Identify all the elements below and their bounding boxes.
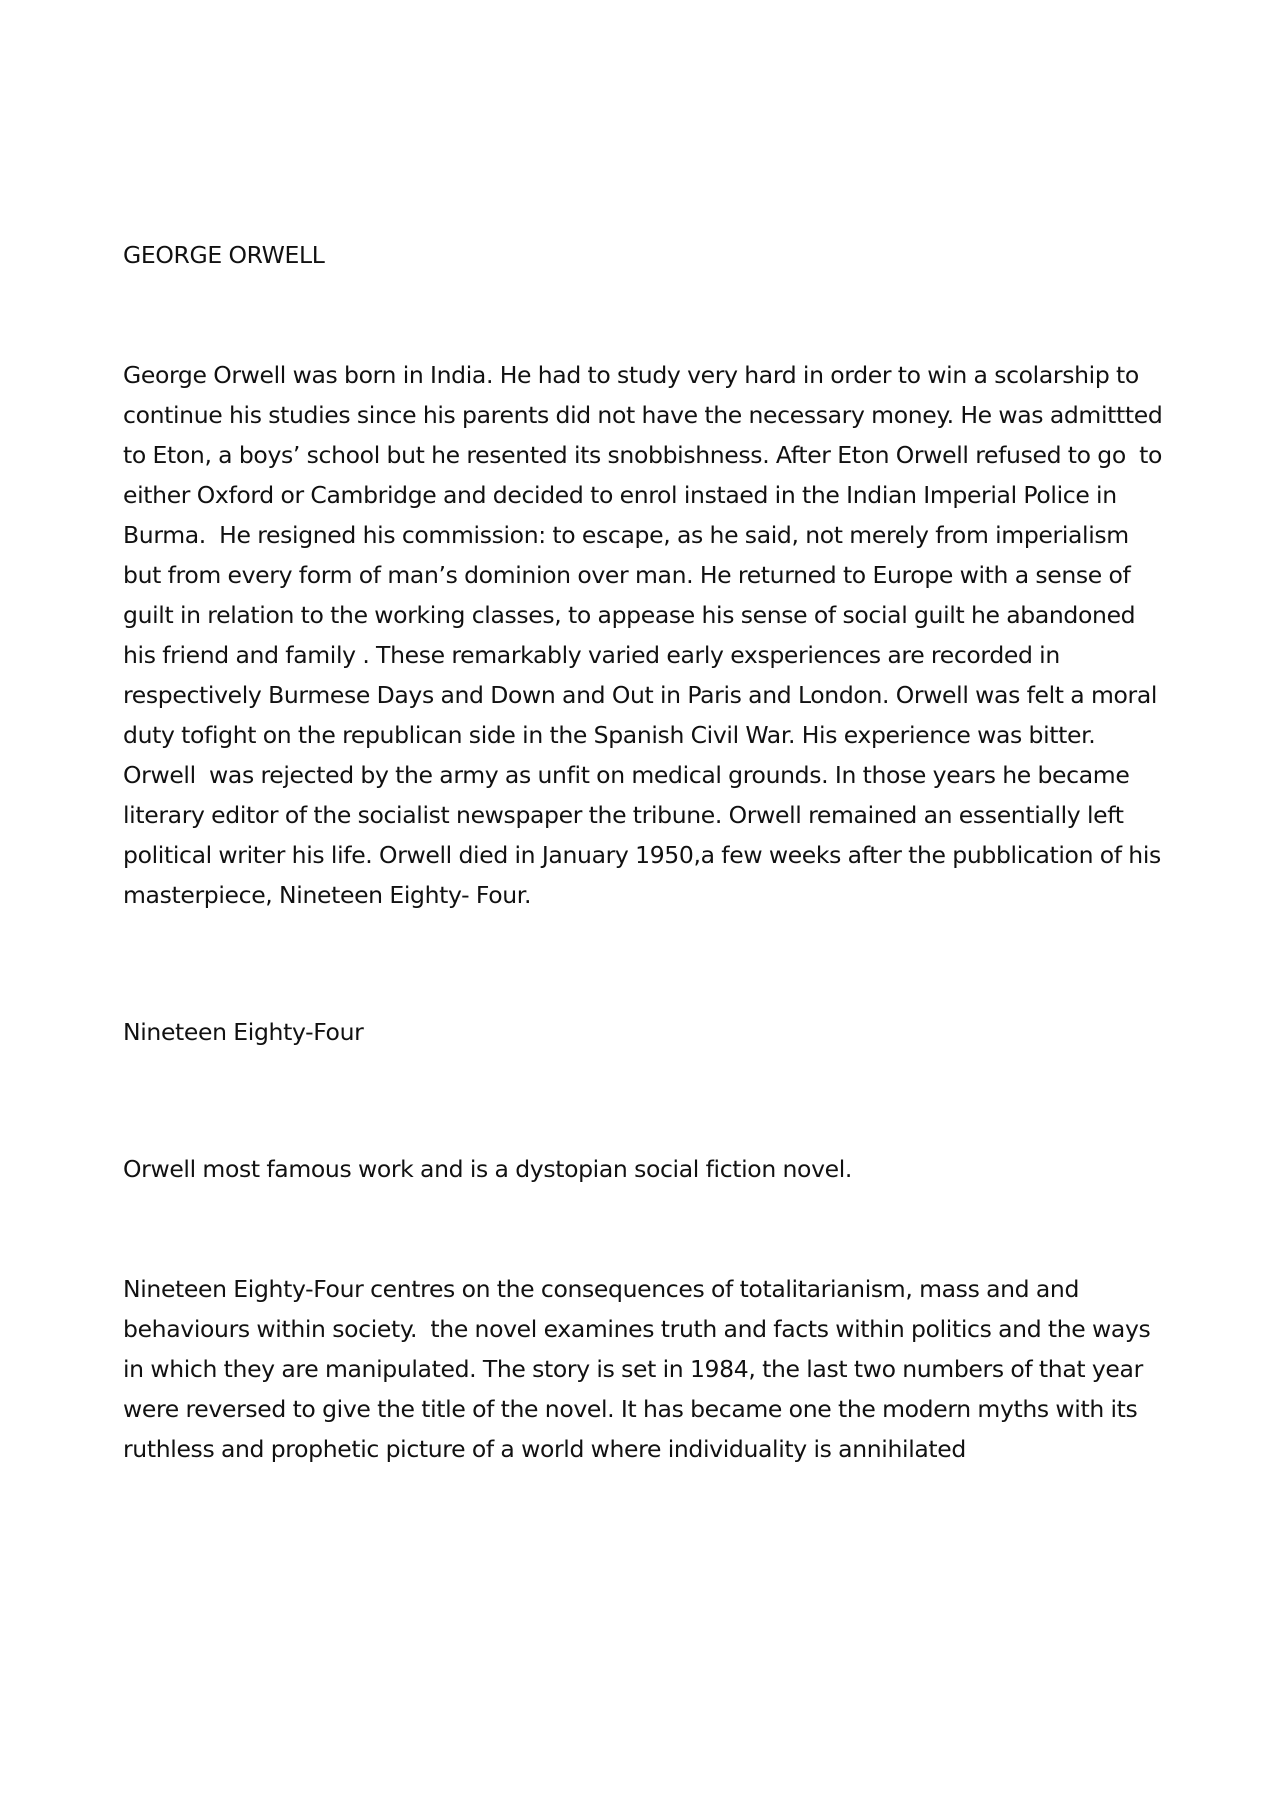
novel-paragraph: Nineteen Eighty-Four centres on the consequences of totalitarianism, mass and and behaviours within society. the novel examines truth and facts within politics and the ways in which they are manipulated. The story is set in 1984, the last two numbers of that year were reversed to give the title of the novel. It has became one the modern myths with its ruthless and prophetic picture of a world where individuality is annihilated [123,1275,1158,1463]
document-body [123,155,1173,1549]
biography-paragraph: George Orwell was born in India. He had to study very hard in order to win a scolarship to continue his studies since his parents did not have the necessary money. He was admittted to Eton, a boys’ school but he resented its snobbishness. After Eton Orwell refused to go to either Oxford or Cambridge and decided to enrol instaed in the Indian Imperial Police in Burma. He resigned his commission: to escape, as he said, not merely from imperialism but from every form of man’s dominion over man. He returned to Europe with a sense of guilt in relation to the working classes, to appease his sense of social guilt he abandoned his friend and family . These remarkably varied early exsperiences are recorded in respectively Burmese Days and Down and Out in Paris and London. Orwell was felt a moral duty tofight on the republican side in the Spanish Civil War. His experience was bitter. Orwell was rejected by the army as unfit on medical grounds. In those years he became literary editor of the socialist newspaper the tribune. Orwell remained an essentially left political writer his life. Orwell died in January 1950,a few weeks after the pubblication of his masterpiece, Nineteen Eighty- Four. [123,361,1170,909]
intro-line: Orwell most famous work and is a dystopian social fiction novel. [123,1155,853,1183]
document-title: GEORGE ORWELL [123,241,325,269]
section-heading: Nineteen Eighty-Four [123,1018,364,1046]
